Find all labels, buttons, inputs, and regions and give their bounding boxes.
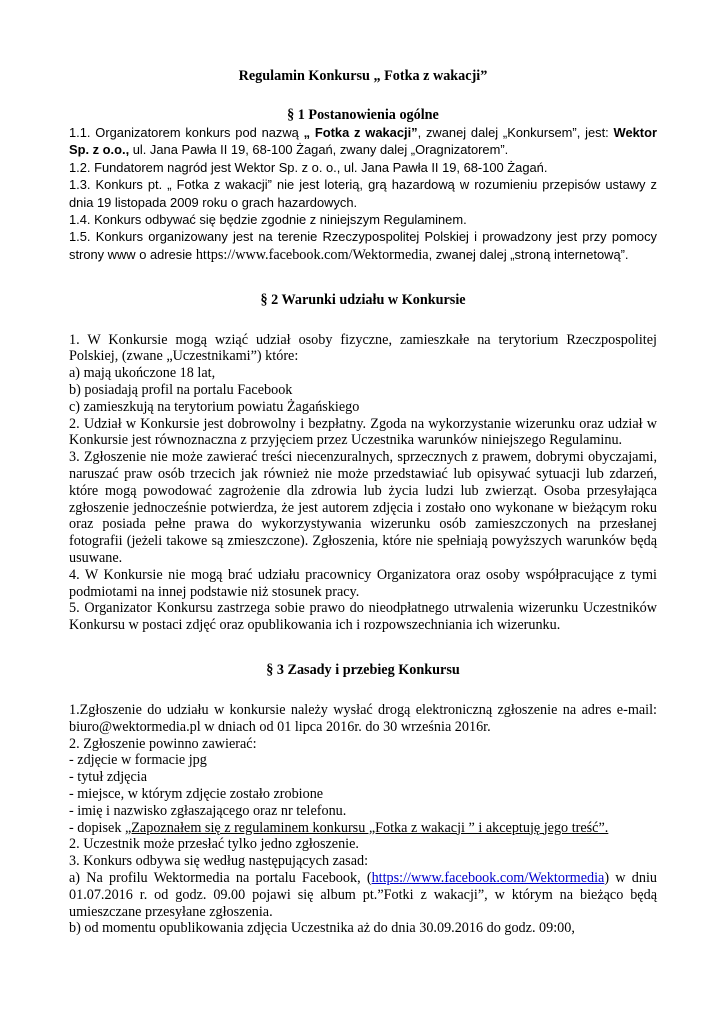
paragraph-1-3: 1.3. Konkurs pt. „ Fotka z wakacji” nie jest loterią, grą hazardową w rozumieniu przepisów ustawy z dnia 19 listopada 2009 roku o grach hazardowych. [69,177,657,210]
text: , zwanej dalej „Konkursem”, jest: [417,125,614,140]
text: a) Na profilu Wektormedia na portalu Facebook, ( [69,869,372,886]
paragraph-3-4: 3. Konkurs odbywa się według następujących zasad: [69,853,369,870]
paragraph-2-1: 1. W Konkursie mogą wziąć udział osoby fizyczne, zamieszkałe na terytorium Rzeczpospolitej Polskiej, (zwane „Uczestnikami”) które: [69,331,657,365]
section-1-body [69,124,657,264]
contest-name: „ Fotka z wakacji” [303,125,418,140]
section-3-heading: § 3 Zasady i przebieg Konkursu [266,661,460,678]
list-item: - tytuł zdjęcia [69,769,147,786]
list-item [69,820,657,837]
list-item: - miejsce, w którym zdjęcie zostało zrobione [69,785,324,802]
text: 1.1. Organizatorem konkurs pod nazwą [69,125,304,140]
facebook-url: https://www.facebook.com/Wektormedia [195,246,429,263]
list-item: - imię i nazwisko zgłaszającego oraz nr telefonu. [69,802,347,819]
list-item-b: b) posiadają profil na portalu Facebook [69,382,293,399]
paragraph-3-1: 1.Zgłoszenie do udziału w konkursie należy wysłać drogą elektroniczną zgłoszenie na adres e-mail: biuro@wektormedia.pl w dniach od 01 lipca 2016r. do 30 września 2016r. [69,701,657,735]
list-item-c: c) zamieszkują na terytorium powiatu Żagańskiego [69,398,360,415]
list-item: - zdjęcie w formacie jpg [69,752,207,769]
paragraph-2-3: 3. Zgłoszenie nie może zawierać treści niecenzuralnych, sprzecznych z prawem, dobrymi obyczajami, naruszać praw osób trzecich jak również nie może przedstawiać lub opisywać sytuacji lub zdarzeń, które mogą powodować zagrożenie dla zdrowia lub życia ludzi lub zwierząt. Osoba przesyłająca zgłoszenie jednocześnie potwierdza, że jest autorem zdjęcia i zostało ono wykonane w bieżącym roku oraz posiada pełne prawa do wykorzystywania wizerunku osób zamieszczonych na przesłanej fotografii (jeżeli takowe są zmieszczone). Zgłoszenia, które nie spełniają powyższych warunków będą usuwane. [69,449,657,566]
paragraph-1-1 [69,124,657,159]
paragraph-1-4: 1.4. Konkurs odbywać się będzie zgodnie z niniejszym Regulaminem. [69,212,467,228]
paragraph-2-2: 2. Udział w Konkursie jest dobrowolny i bezpłatny. Zgoda na wykorzystanie wizerunku oraz udział w Konkursie jest równoznaczna z przyjęciem przez Uczestnika warunków niniejszego Regulaminu. [69,415,657,449]
paragraph-3-2: 2. Zgłoszenie powinno zawierać: [69,735,257,752]
text: , zwanej dalej „stroną internetową”. [428,246,629,262]
paragraph-3-a [69,870,657,920]
paragraph-1-5 [69,228,657,263]
section-2-heading: § 2 Warunki udziału w Konkursie [260,291,466,308]
paragraph-2-5: 5. Organizator Konkursu zastrzega sobie prawo do nieodpłatnego utrwalenia wizerunku Uczestników Konkursu w postaci zdjęć oraz opublikowania ich i rozpowszechniania ich wizerunku. [69,600,657,634]
required-statement: „Zapoznałem się z regulaminem konkursu „Fotka z wakacji ” i akceptuję jego treść”. [124,819,609,836]
text: ul. Jana Pawła II 19, 68-100 Żagań, zwany dalej „Oragnizatorem”. [129,142,509,158]
document-title: Regulamin Konkursu „ Fotka z wakacji” [238,68,488,84]
text: ) w dniu 01.07.2016 r. od godz. 09.00 pojawi się album pt.”Fotki z wakacji”, w którym na bieżąco będą umieszczane przesyłane zgłoszenia. [69,869,657,920]
section-2-body [69,332,657,634]
section-1-heading: § 1 Postanowienia ogólne [287,107,439,123]
paragraph-3-3: 2. Uczestnik może przesłać tylko jedno zgłoszenie. [69,836,359,853]
paragraph-2-4: 4. W Konkursie nie mogą brać udziału pracownicy Organizatora oraz osoby współpracujące z tymi podmiotami na innej podstawie niż stosunek pracy. [69,566,657,600]
text: 1.5. Konkurs organizowany jest na terenie Rzeczypospolitej Polskiej i prowadzony jest przy pomocy strony www o adresie [69,229,657,262]
paragraph-3-b: b) od momentu opublikowania zdjęcia Uczestnika aż do dnia 30.09.2016 do godz. 09:00, [69,920,575,937]
organizer-name: Wektor Sp. z o.o., [69,125,657,158]
text: - dopisek [69,819,125,836]
list-item-a: a) mają ukończone 18 lat, [69,365,216,382]
section-3-body [69,702,657,937]
paragraph-1-2: 1.2. Fundatorem nagród jest Wektor Sp. z o. o., ul. Jana Pawła II 19, 68-100 Żagań. [69,159,548,175]
facebook-link[interactable]: https://www.facebook.com/Wektormedia [371,869,605,886]
